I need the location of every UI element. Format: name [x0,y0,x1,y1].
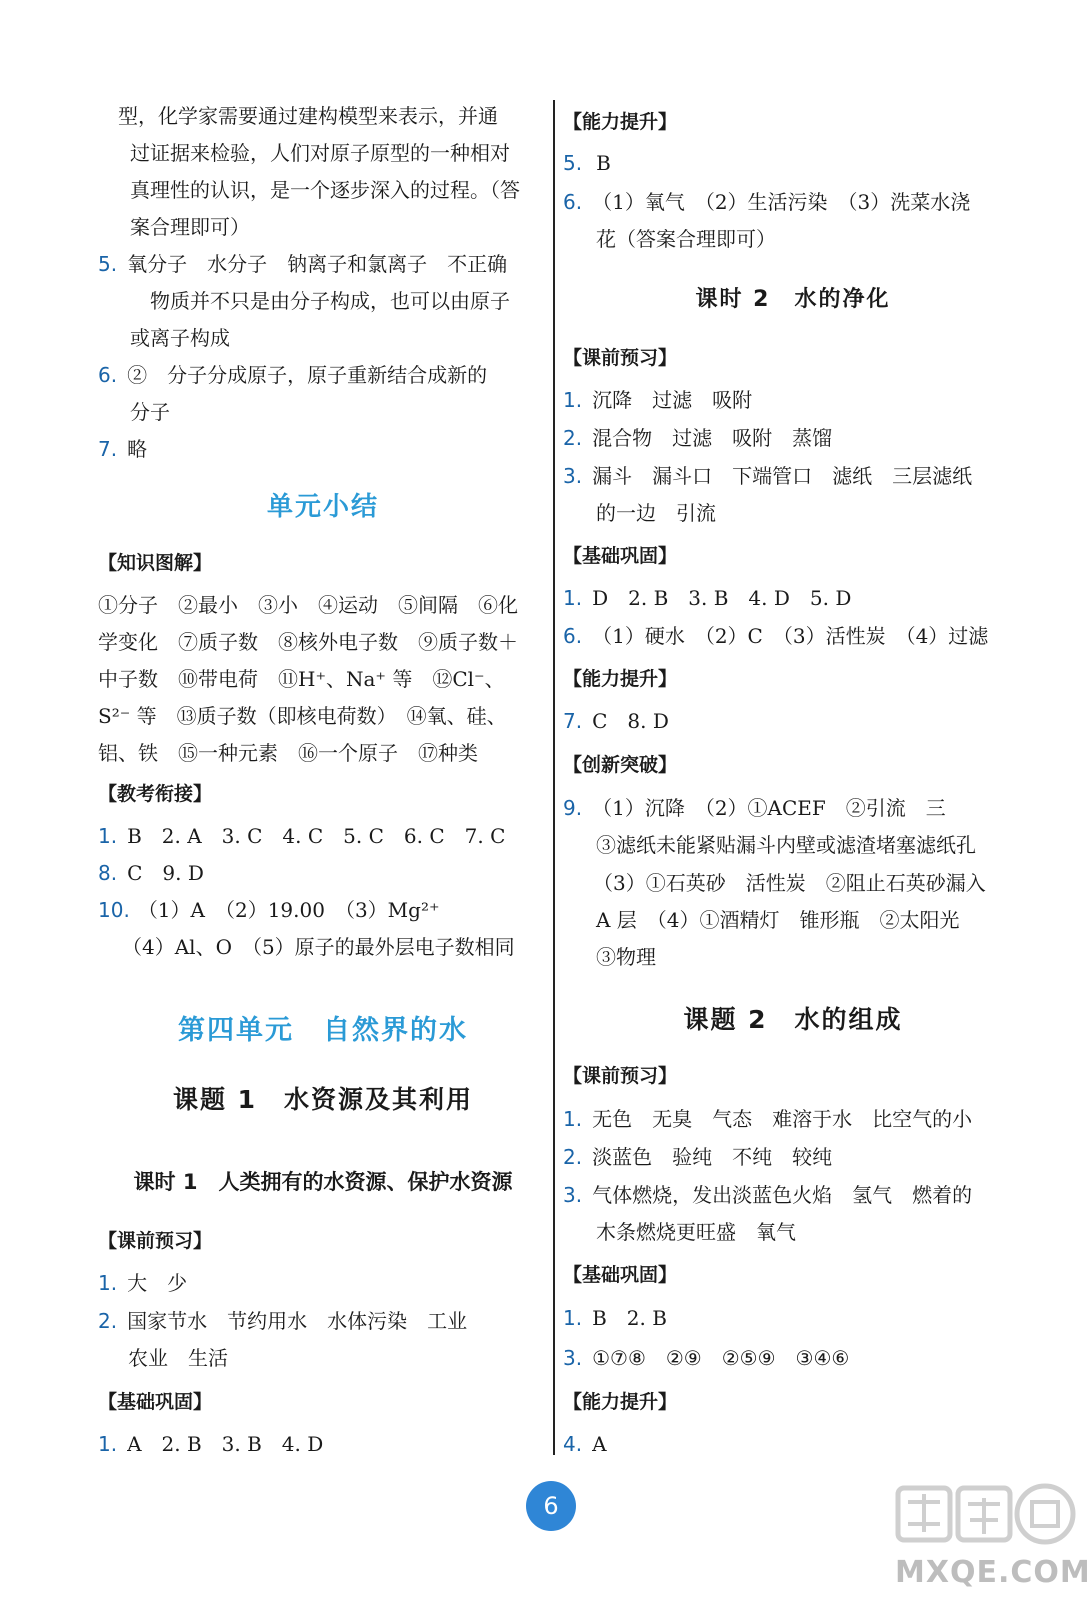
column-divider [553,100,555,1455]
section-head-ability: 【能力提升】 [563,1391,678,1413]
answer-line: 6. （1）氧气 （2）生活污染 （3）洗菜水浇 [563,190,971,214]
section-head-innovation: 【创新突破】 [563,754,678,776]
innovation-line: A 层 （4）①酒精灯 锥形瓶 ②太阳光 [596,908,960,932]
preview-line: 1. 无色 无臭 气态 难溶于水 比空气的小 [563,1107,973,1131]
answer-line: 7. C 8. D [563,709,669,733]
basic-line: 1. B 2. B [563,1306,667,1330]
innovation-line: 9. （1）沉降 （2）①ACEF ②引流 三 [563,796,946,820]
unit4-title: 第四单元 自然界的水 [178,1015,468,1046]
knowledge-line: ①分子 ②最小 ③小 ④运动 ⑤间隔 ⑥化 [98,593,518,617]
basic-line: 1. A 2. B 3. B 4. D [98,1432,324,1456]
page-number-badge: 6 [526,1481,576,1531]
innovation-line: （3）①石英砂 活性炭 ②阻止石英砂漏入 [593,871,986,895]
preview-line: 2. 混合物 过滤 吸附 蒸馏 [563,426,833,450]
preview-line: 1. 大 少 [98,1271,188,1295]
knowledge-line: S²⁻ 等 ⑬质子数（即核电荷数） ⑭氧、硅、 [98,704,507,728]
section-head-basic: 【基础巩固】 [563,545,678,567]
knowledge-line: 学变化 ⑦质子数 ⑧核外电子数 ⑨质子数＋ [98,630,518,654]
answer-line: 或离子构成 [130,326,230,350]
exam-line: 8. C 9. D [98,861,204,885]
answer-line: 4. A [563,1432,607,1456]
preview-line: 农业 生活 [128,1346,228,1370]
lesson2-title: 课时 2 水的净化 [695,287,891,312]
answer-line: 分子 [130,400,170,424]
preview-line: 木条燃烧更旺盛 氧气 [596,1220,796,1244]
answer-line: 5. B [563,151,611,175]
answer-line: 花（答案合理即可） [596,227,776,251]
answer-line: 物质并不只是由分子构成，也可以由原子 [130,289,510,313]
lesson1-title: 课时 1 人类拥有的水资源、保护水资源 [133,1170,513,1194]
basic-line: 6. （1）硬水 （2）C （3）活性炭 （4）过滤 [563,624,989,648]
answer-line: 6. ② 分子分成原子，原子重新结合成新的 [98,363,488,387]
exam-line: 1. B 2. A 3. C 4. C 5. C 6. C 7. C [98,824,506,848]
section-head-ability: 【能力提升】 [563,668,678,690]
answer-line: 过证据来检验，人们对原子原型的一种相对 [130,141,510,165]
section-head-basic: 【基础巩固】 [563,1264,678,1286]
answer-line: 真理性的认识，是一个逐步深入的过程。（答 [130,178,520,202]
innovation-line: ③物理 [596,945,656,969]
section-head-basic: 【基础巩固】 [98,1391,213,1413]
answer-line: 型，化学家需要通过建构模型来表示，并通 [98,104,498,128]
knowledge-line: 铝、铁 ⑮一种元素 ⑯一个原子 ⑰种类 [98,741,478,765]
innovation-line: ③滤纸未能紧贴漏斗内壁或滤渣堵塞滤纸孔 [596,833,976,857]
preview-line: 3. 气体燃烧，发出淡蓝色火焰 氢气 燃着的 [563,1183,973,1207]
section-head-preview: 【课前预习】 [98,1230,213,1252]
exam-line: （4）Al、O （5）原子的最外层电子数相同 [112,935,515,959]
knowledge-line: 中子数 ⑩带电荷 ⑪H⁺、Na⁺ 等 ⑫Cl⁻、 [98,667,505,691]
unit-summary-title: 单元小结 [266,492,379,522]
preview-line: 3. 漏斗 漏斗口 下端管口 滤纸 三层滤纸 [563,464,973,488]
basic-line: 3. ①⑦⑧ ②⑨ ②⑤⑨ ③④⑥ [563,1346,850,1370]
section-head-exam: 【教考衔接】 [98,783,213,805]
answer-line: 5. 氧分子 水分子 钠离子和氯离子 不正确 [98,252,508,276]
answer-line: 案合理即可） [130,215,250,239]
topic1-title: 课题 1 水资源及其利用 [172,1085,474,1114]
watermark-url: MXQE.COM [895,1555,1091,1590]
preview-line: 2. 国家节水 节约用水 水体污染 工业 [98,1309,468,1333]
exam-line: 10. （1）A （2）19.00 （3）Mg²⁺ [98,898,440,922]
preview-line: 1. 沉降 过滤 吸附 [563,388,753,412]
section-head-ability: 【能力提升】 [563,111,678,133]
section-head-preview: 【课前预习】 [563,1065,678,1087]
preview-line: 2. 淡蓝色 验纯 不纯 较纯 [563,1145,833,1169]
section-head-knowledge: 【知识图解】 [98,552,213,574]
preview-line: 的一边 引流 [596,501,716,525]
answer-line: 7. 略 [98,437,148,461]
section-head-preview: 【课前预习】 [563,347,678,369]
topic2-title: 课题 2 水的组成 [683,1005,903,1034]
basic-line: 1. D 2. B 3. B 4. D 5. D [563,586,852,610]
